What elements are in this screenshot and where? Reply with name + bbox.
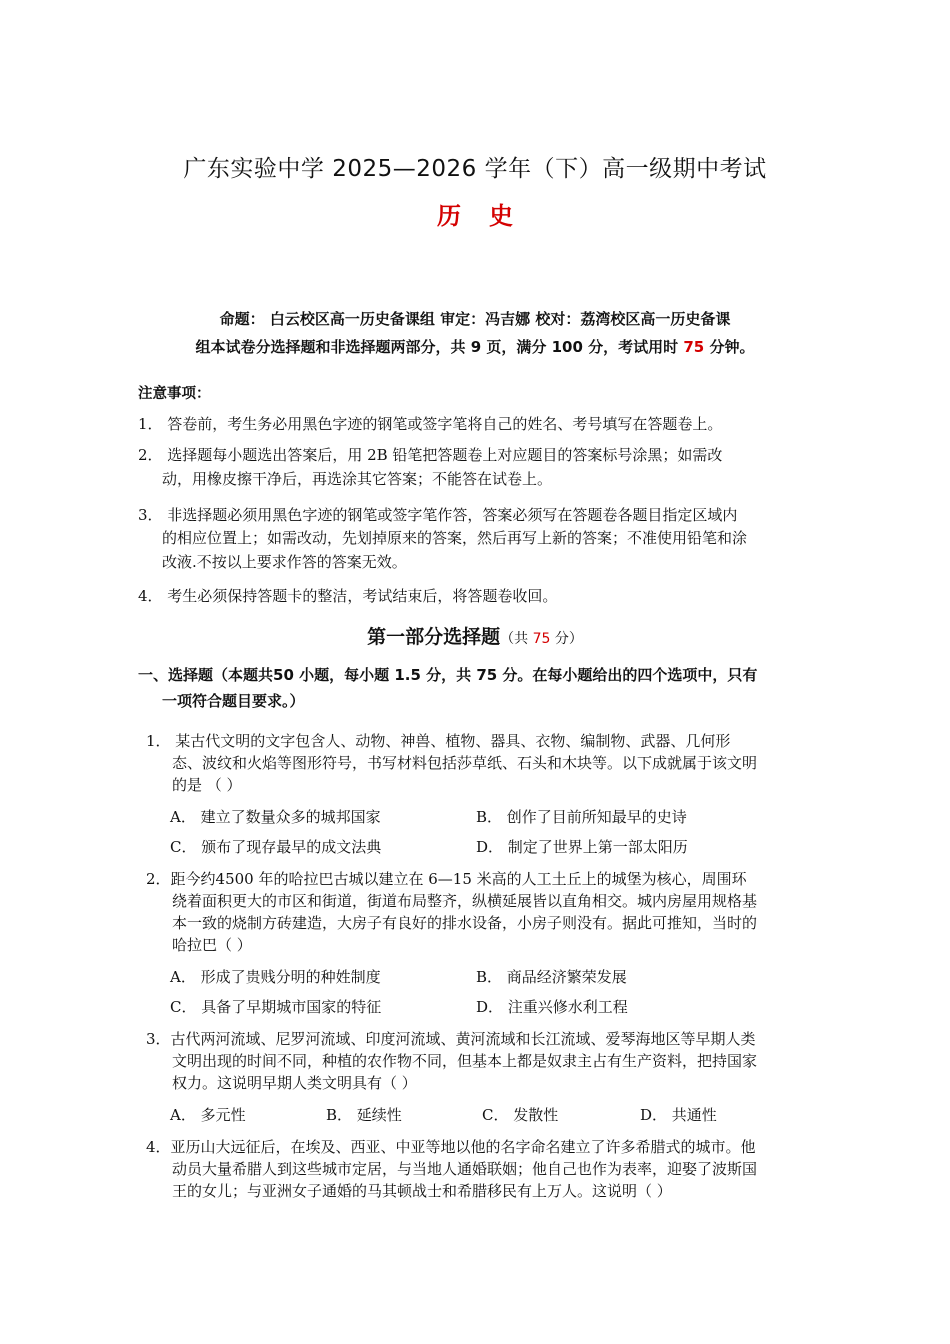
question-stem-cont: 态、波纹和火焰等图形符号，书写材料包括莎草纸、石头和木块等。以下成就属于该文明 (172, 754, 758, 772)
option-b: B． 创作了目前所知最早的史诗 (476, 808, 687, 826)
section-title: 第一部分选择题 (367, 626, 501, 648)
question-stem: 2．距今约4500 年的哈拉巴古城以建立在 6—15 米高的人工土丘上的城堡为核心，周围环 (146, 870, 747, 888)
section-score-prefix: （共 (500, 631, 533, 647)
notice-item: 4． 考生必须保持答题卡的整洁，考试结束后，将答题卷收回。 (138, 587, 558, 605)
notice-heading: 注意事项： (138, 386, 211, 402)
notice-item: 2． 选择题每小题选出答案后，用 2B 铅笔把答题卷上对应题目的答案标号涂黑；如需改 (138, 446, 723, 464)
question-stem-cont: 王的女儿；与亚洲女子通婚的马其顿战士和希腊移民有上万人。这说明（ ） (172, 1182, 672, 1200)
meta-time-value: 75 (683, 338, 705, 356)
option-a: A． 形成了贵贱分明的种姓制度 (170, 968, 381, 986)
question-stem-cont: 文明出现的时间不同，种植的农作物不同，但基本上都是奴隶主占有生产资料，把持国家 (172, 1052, 758, 1070)
option-a: A． 建立了数量众多的城邦国家 (170, 808, 381, 826)
section-score-suffix: 分） (550, 631, 583, 647)
meta-info-text: 组本试卷分选择题和非选择题两部分，共 9 页，满分 100 分，考试用时 (195, 338, 684, 356)
meta-exam-info (0, 336, 950, 357)
part-instructions: 一、选择题（本题共50 小题，每小题 1.5 分，共 75 分。在每小题给出的四个选项中，只有 (138, 666, 758, 684)
question-stem-cont: 绕着面积更大的市区和街道，街道布局整齐，纵横延展皆以直角相交。城内房屋用规格基 (172, 892, 758, 910)
question-stem: 3．古代两河流域、尼罗河流域、印度河流域、黄河流域和长江流域、爱琴海地区等早期人类 (146, 1030, 756, 1048)
option-c: C． 颁布了现存最早的成文法典 (170, 838, 382, 856)
question-stem: 4．亚历山大远征后，在埃及、西亚、中亚等地以他的名字命名建立了许多希腊式的城市。他 (146, 1138, 756, 1156)
question-stem-cont: 哈拉巴（ ） (172, 936, 252, 954)
section-score-value: 75 (532, 631, 551, 647)
notice-item-cont: 动，用橡皮擦干净后，再选涂其它答案；不能答在试卷上。 (162, 470, 553, 488)
subject-title: 历史 (437, 202, 541, 230)
question-stem: 1． 某古代文明的文字包含人、动物、神兽、植物、器具、衣物、编制物、武器、几何形 (146, 732, 731, 750)
meta-authors: 命题： 白云校区高一历史备课组 审定：冯吉娜 校对：荔湾校区高一历史备课 (219, 310, 731, 328)
question-stem-cont: 动员大量希腊人到这些城市定居，与当地人通婚联姻；他自己也作为表率，迎娶了波斯国 (172, 1160, 758, 1178)
question-stem-cont: 权力。这说明早期人类文明具有（ ） (172, 1074, 417, 1092)
option-b: B． 延续性 (326, 1106, 402, 1124)
question-stem-cont: 本一致的烧制方砖建造，大房子有良好的排水设备，小房子则没有。据此可推知，当时的 (172, 914, 758, 932)
notice-item-cont: 改液.不按以上要求作答的答案无效。 (162, 553, 407, 571)
notice-item: 3． 非选择题必须用黑色字迹的钢笔或签字笔作答，答案必须写在答题卷各题目指定区域内 (138, 506, 738, 524)
part-instructions-cont: 一项符合题目要求。） (162, 692, 305, 710)
option-c: C． 发散性 (482, 1106, 559, 1124)
option-b: B． 商品经济繁荣发展 (476, 968, 627, 986)
option-d: D． 注重兴修水利工程 (476, 998, 628, 1016)
option-c: C． 具备了早期城市国家的特征 (170, 998, 382, 1016)
notice-item-cont: 的相应位置上；如需改动，先划掉原来的答案，然后再写上新的答案；不准使用铅笔和涂 (162, 529, 748, 547)
option-a: A． 多元性 (170, 1106, 246, 1124)
exam-title: 广东实验中学 2025—2026 学年（下）高一级期中考试 (183, 156, 767, 182)
section-heading (0, 622, 950, 649)
question-stem-cont: 的是 （ ） (172, 776, 242, 794)
notice-item: 1． 答卷前，考生务必用黑色字迹的钢笔或签字笔将自己的姓名、考号填写在答题卷上。 (138, 415, 723, 433)
option-d: D． 制定了世界上第一部太阳历 (476, 838, 688, 856)
meta-info-text-end: 分钟。 (704, 338, 755, 356)
option-d: D． 共通性 (640, 1106, 717, 1124)
